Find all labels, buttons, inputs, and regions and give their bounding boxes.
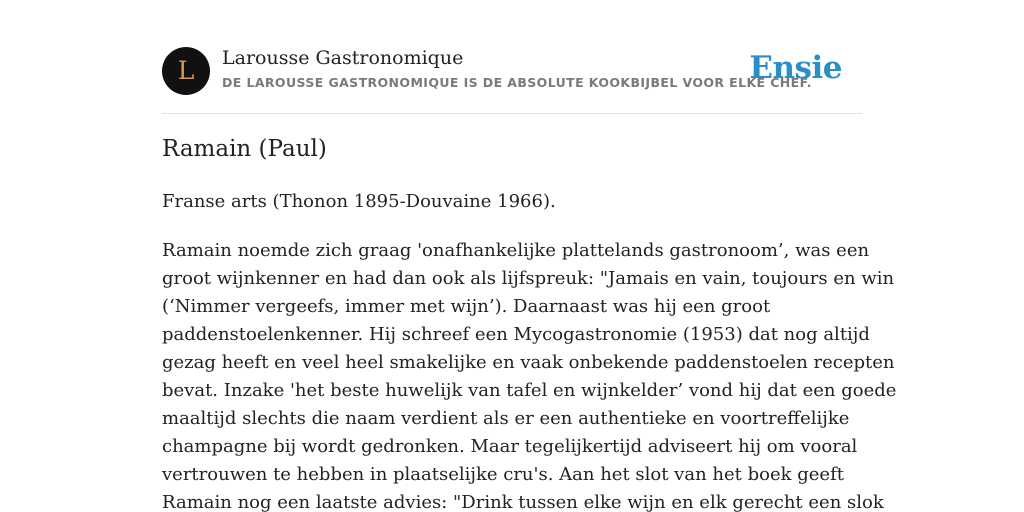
article-summary: Franse arts (Thonon 1895-Douvaine 1966).	[162, 191, 556, 212]
body-line: groot wijnkenner en had dan ook als lijfspreuk: "Jamais en vain, toujours en win	[162, 268, 895, 289]
body-line: maaltijd slechts die naam verdient als er een authentieke en voortreffelijke	[162, 408, 850, 429]
body-line: gezag heeft en veel heel smakelijke en vaak onbekende paddenstoelen recepten	[162, 352, 895, 373]
avatar[interactable]: L	[162, 47, 210, 95]
body-line: champagne bij wordt gedronken. Maar tegelijkertijd adviseert hij om vooral	[162, 436, 858, 457]
body-line: bevat. Inzake 'het beste huwelijk van tafel en wijnkelder’ vond hij dat een goede	[162, 380, 897, 401]
site-header	[162, 47, 862, 95]
body-line: paddenstoelenkenner. Hij schreef een Mycogastronomie (1953) dat nog altijd	[162, 324, 870, 345]
body-line: (‘Nimmer vergeefs, immer met wijn’). Daarnaast was hij een groot	[162, 296, 771, 317]
ensie-logo[interactable]: Ensie	[749, 50, 842, 86]
body-line: vertrouwen te hebben in plaatselijke cru's. Aan het slot van het boek geeft	[162, 464, 844, 485]
dictionary-title[interactable]: Larousse Gastronomique	[222, 47, 464, 69]
article-body	[162, 237, 897, 512]
article-title: Ramain (Paul)	[162, 136, 327, 162]
body-line: Ramain nog een laatste advies: "Drink tussen elke wijn en elk gerecht een slok	[162, 492, 884, 512]
header-divider	[162, 113, 862, 114]
body-line: Ramain noemde zich graag 'onafhankelijke plattelands gastronoom’, was een	[162, 240, 870, 261]
dictionary-tagline: DE LAROUSSE GASTRONOMIQUE IS DE ABSOLUTE KOOKBIJBEL VOOR ELKE CHEF.	[222, 75, 812, 90]
